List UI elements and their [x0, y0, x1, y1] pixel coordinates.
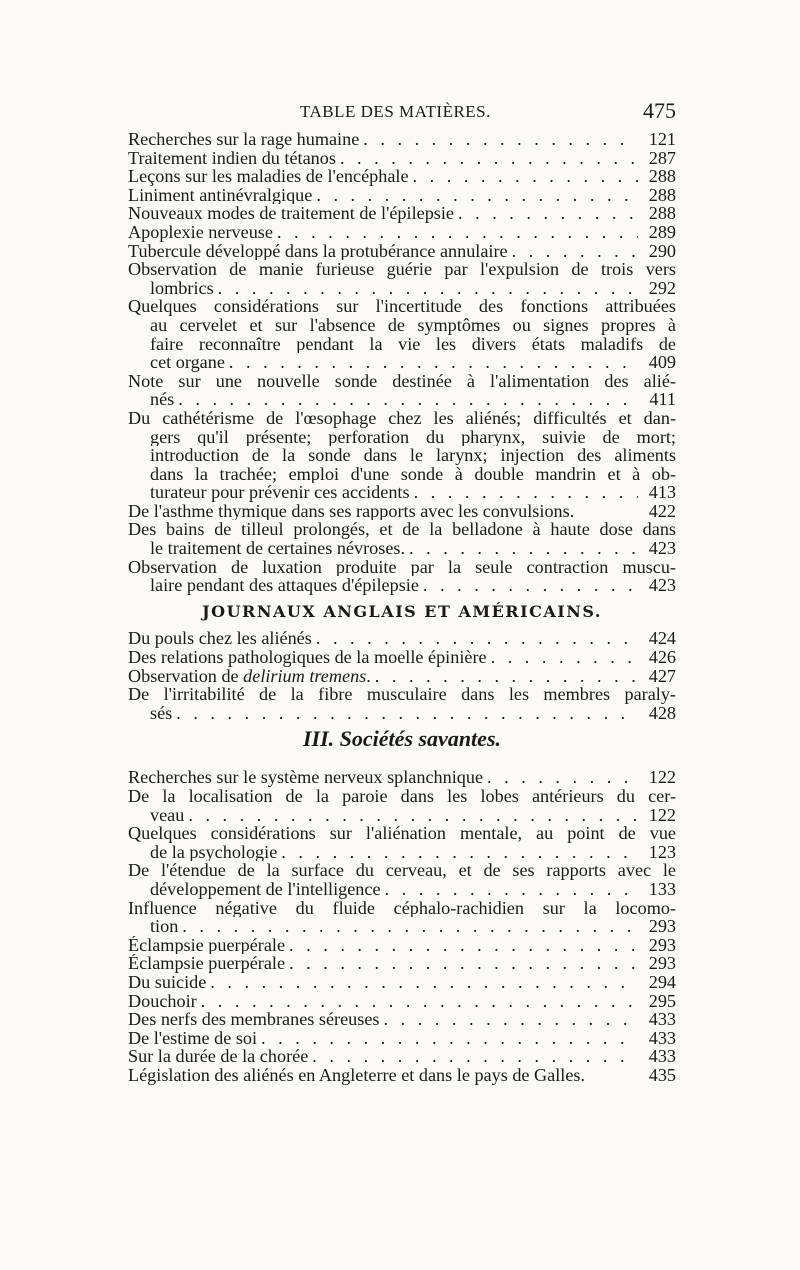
page-header	[128, 98, 676, 128]
toc-entry-line	[128, 502, 676, 521]
toc-page-number: 122	[648, 805, 676, 825]
toc-entry-text: Douchoir	[128, 991, 197, 1011]
toc-page-number: 411	[649, 390, 676, 409]
toc-entry-line	[128, 648, 676, 667]
toc-entry	[128, 1066, 676, 1085]
toc-entry-text: Du pouls chez les aliénés	[128, 629, 312, 649]
toc-entry-text: Traitement indien du tétanos	[128, 148, 336, 168]
toc-page-number: 423	[648, 539, 676, 558]
toc-entry-text: Note sur une nouvelle sonde destinée à l'alimentation des alié-	[128, 371, 676, 391]
dot-leader	[409, 539, 638, 558]
toc-entry-text: Des bains de tilleul prolongés, et de la belladone à haute dose dans	[128, 520, 676, 540]
toc-block-3	[128, 768, 676, 1084]
toc-entry-text: nés	[150, 390, 175, 409]
toc-page-number: 293	[648, 917, 676, 936]
toc-page-number: 427	[648, 666, 676, 686]
toc-entry-line	[128, 880, 676, 899]
toc-page-number: 428	[648, 703, 676, 723]
table-of-contents	[128, 130, 676, 1085]
toc-entry	[128, 954, 676, 973]
toc-entry-text: Observation de luxation produite par la seule contraction muscu-	[128, 557, 676, 577]
toc-page-number: 409	[648, 353, 676, 372]
toc-entry-line	[128, 539, 676, 558]
toc-entry-line	[128, 316, 676, 335]
toc-entry-text: De l'estime de soi	[128, 1028, 258, 1048]
toc-entry	[128, 685, 676, 722]
running-title: TABLE DES MATIÈRES.	[300, 102, 491, 121]
toc-entry-line	[128, 1010, 676, 1029]
toc-entry-line	[128, 167, 676, 186]
toc-entry	[128, 629, 676, 648]
toc-entry	[128, 242, 676, 261]
toc-entry-line	[128, 260, 676, 279]
toc-entry	[128, 149, 676, 168]
toc-entry-line	[128, 685, 676, 704]
toc-page-number: 288	[648, 185, 676, 205]
toc-page-number: 292	[648, 278, 676, 298]
toc-entry-line	[128, 335, 676, 354]
toc-page-number: 122	[648, 768, 676, 787]
toc-entry-text: de la psychologie	[150, 842, 278, 862]
toc-entry-line	[128, 629, 676, 648]
toc-entry-line	[128, 465, 676, 484]
toc-entry	[128, 1029, 676, 1048]
toc-entry-text: dans la trachée; emploi d'une sonde à double mandrin et à ob-	[150, 464, 676, 484]
toc-entry-text: introduction de la sonde dans le larynx; injection des aliments	[150, 446, 676, 465]
toc-entry-text: De l'irritabilité de la fibre musculaire dans les membres paraly-	[128, 685, 676, 704]
dot-leader	[423, 576, 638, 595]
toc-entry-line	[128, 1047, 676, 1066]
toc-entry	[128, 667, 676, 686]
toc-page-number: 423	[648, 576, 676, 595]
toc-entry-text: De l'étendue de la surface du cerveau, et de ses rapports avec le	[128, 861, 676, 880]
toc-entry-text: Observation de manie furieuse guérie par l'expulsion de trois vers	[128, 260, 676, 279]
dot-leader	[210, 973, 638, 992]
dot-leader	[201, 992, 638, 1011]
toc-page-number: 121	[648, 130, 676, 149]
toc-entry-line	[128, 483, 676, 502]
toc-entry-line	[128, 704, 676, 723]
toc-entry-line	[128, 824, 676, 843]
toc-entry	[128, 787, 676, 824]
toc-entry	[128, 768, 676, 787]
toc-entry-text: Quelques considérations sur l'aliénation mentale, au point de vue	[128, 824, 676, 843]
toc-entry	[128, 223, 676, 242]
toc-entry	[128, 167, 676, 186]
toc-entry-text: Du cathétérisme de l'œsophage chez les aliénés; difficultés et dan-	[128, 408, 676, 428]
dot-leader	[178, 390, 638, 409]
toc-entry-text: Nouveaux modes de traitement de l'épilepsie	[128, 204, 454, 223]
toc-block-2	[128, 629, 676, 722]
toc-page-number: 133	[648, 879, 676, 899]
toc-entry-text: Recherches sur le système nerveux splanchnique	[128, 768, 484, 787]
toc-entry-text: lombrics	[150, 278, 214, 298]
toc-entry-line	[128, 279, 676, 298]
toc-entry	[128, 502, 676, 521]
toc-entry	[128, 861, 676, 898]
toc-page-number: 288	[648, 167, 676, 186]
toc-entry-text: De la localisation de la paroie dans les lobes antérieurs du cer-	[128, 787, 676, 806]
toc-entry-line	[128, 353, 676, 372]
dot-leader	[413, 167, 638, 186]
toc-page-number: 123	[648, 842, 676, 862]
toc-entry-line	[128, 992, 676, 1011]
section-heading-journaux: JOURNAUX ANGLAIS ET AMÉRICAINS.	[202, 601, 602, 621]
dot-leader	[491, 648, 638, 667]
toc-entry-line	[128, 973, 676, 992]
toc-entry	[128, 558, 676, 595]
toc-page-number: 289	[648, 222, 676, 242]
toc-entry-text: Éclampsie puerpérale	[128, 935, 286, 955]
toc-entry-line	[128, 297, 676, 316]
toc-entry	[128, 297, 676, 371]
toc-page-number: 413	[648, 483, 676, 502]
dot-leader	[512, 242, 638, 261]
dot-leader	[363, 130, 638, 149]
toc-entry	[128, 973, 676, 992]
page-number: 475	[643, 98, 676, 123]
dot-leader	[261, 1029, 638, 1048]
toc-entry-line	[128, 130, 676, 149]
toc-entry-text: tion	[150, 917, 179, 936]
toc-entry	[128, 1010, 676, 1029]
toc-entry-text: Tubercule développé dans la protubérance annulaire	[128, 241, 508, 261]
dot-leader	[289, 954, 638, 973]
toc-entry-line	[128, 558, 676, 577]
toc-page-number: 424	[648, 629, 676, 649]
toc-entry-line	[128, 149, 676, 168]
toc-entry-line	[128, 186, 676, 205]
toc-entry-text: Du suicide	[128, 972, 207, 992]
toc-entry-text: sés	[150, 703, 173, 723]
toc-entry	[128, 372, 676, 409]
toc-page-number: 422	[648, 501, 676, 521]
toc-entry-text: veau	[150, 805, 185, 825]
dot-leader	[182, 917, 638, 936]
toc-entry	[128, 204, 676, 223]
toc-entry-line	[128, 223, 676, 242]
toc-entry	[128, 936, 676, 955]
toc-entry-text: le traitement de certaines névroses.	[150, 539, 406, 558]
toc-entry	[128, 260, 676, 297]
dot-leader	[414, 483, 638, 502]
dot-leader	[487, 768, 638, 787]
toc-entry-text: Quelques considérations sur l'incertitude des fonctions attribuées	[128, 297, 676, 316]
toc-entry	[128, 409, 676, 502]
toc-entry-line	[128, 843, 676, 862]
toc-page-number: 433	[648, 1028, 676, 1048]
toc-entry-text: Influence négative du fluide céphalo-rachidien sur la locomo-	[128, 898, 676, 918]
toc-entry	[128, 992, 676, 1011]
toc-entry-line	[128, 899, 676, 918]
toc-entry-line	[128, 428, 676, 447]
toc-entry-text: Observation de delirium tremens.	[128, 666, 371, 686]
toc-entry-line	[128, 204, 676, 223]
toc-entry-line	[128, 1029, 676, 1048]
toc-entry	[128, 648, 676, 667]
toc-entry-text: Liniment antinévralgique	[128, 185, 313, 205]
toc-entry-line	[128, 768, 676, 787]
dot-leader	[316, 629, 638, 648]
toc-page-number: 433	[648, 1047, 676, 1066]
toc-entry-text: Recherches sur la rage humaine	[128, 130, 360, 149]
toc-entry-text: Leçons sur les maladies de l'encéphale	[128, 167, 409, 186]
toc-page-number: 426	[648, 648, 676, 667]
toc-page-number: 293	[648, 935, 676, 955]
dot-leader	[458, 204, 638, 223]
toc-entry-text: turateur pour prévenir ces accidents	[150, 483, 410, 502]
dot-leader	[218, 279, 638, 298]
toc-entry-line	[128, 520, 676, 539]
toc-entry-line	[128, 446, 676, 465]
toc-entry-line	[128, 390, 676, 409]
dot-leader	[316, 186, 638, 205]
toc-entry	[128, 824, 676, 861]
toc-page-number: 295	[648, 991, 676, 1011]
toc-entry-line	[128, 242, 676, 261]
toc-page-number: 288	[648, 204, 676, 223]
toc-entry-line	[128, 372, 676, 391]
toc-entry-text: Apoplexie nerveuse	[128, 222, 273, 242]
toc-entry-line	[128, 1066, 676, 1085]
toc-block-1	[128, 130, 676, 595]
toc-entry-line	[128, 917, 676, 936]
toc-entry-text: développement de l'intelligence	[150, 879, 381, 899]
toc-entry-line	[128, 787, 676, 806]
dot-leader	[176, 704, 638, 723]
toc-entry-text: cet organe	[150, 353, 225, 372]
toc-entry-line	[128, 954, 676, 973]
toc-entry-line	[128, 861, 676, 880]
toc-page-number: 294	[648, 972, 676, 992]
dot-leader	[281, 843, 638, 862]
toc-page-number: 287	[648, 148, 676, 168]
dot-leader	[277, 223, 638, 242]
toc-entry-line	[128, 806, 676, 825]
dot-leader	[312, 1047, 638, 1066]
toc-entry	[128, 1047, 676, 1066]
toc-page-number: 433	[648, 1010, 676, 1029]
toc-entry	[128, 899, 676, 936]
dot-leader	[384, 1010, 638, 1029]
toc-entry	[128, 186, 676, 205]
toc-entry-line	[128, 936, 676, 955]
toc-entry	[128, 130, 676, 149]
toc-entry-text: faire reconnaître pendant la vie les divers états maladifs de	[150, 334, 676, 354]
toc-entry-text: Des nerfs des membranes séreuses	[128, 1010, 380, 1029]
dot-leader	[340, 149, 638, 168]
toc-entry-text: gers qu'il présente; perforation du pharynx, suivie de mort;	[150, 427, 676, 447]
dot-leader	[385, 880, 638, 899]
section-heading-societes: III. Sociétés savantes.	[303, 726, 501, 752]
toc-entry-text: Sur la durée de la chorée	[128, 1047, 309, 1066]
toc-entry-line	[128, 576, 676, 595]
toc-entry-line	[128, 667, 676, 686]
dot-leader	[375, 667, 638, 686]
toc-entry-text: laire pendant des attaques d'épilepsie	[150, 576, 419, 595]
toc-entry-text: Des relations pathologiques de la moelle épinière	[128, 648, 487, 667]
dot-leader	[188, 806, 638, 825]
toc-entry-text: Éclampsie puerpérale	[128, 954, 286, 973]
toc-page-number: 293	[648, 954, 676, 973]
toc-entry-text: De l'asthme thymique dans ses rapports avec les convulsions.	[128, 501, 575, 521]
toc-entry-text: Législation des aliénés en Angleterre et dans le pays de Galles.	[128, 1065, 586, 1085]
toc-page-number: 435	[648, 1065, 676, 1085]
toc-entry	[128, 520, 676, 557]
toc-entry-text: au cervelet et sur l'absence de symptômes ou signes propres à	[150, 315, 676, 335]
toc-page-number: 290	[648, 241, 676, 261]
dot-leader	[289, 936, 638, 955]
toc-entry-line	[128, 409, 676, 428]
dot-leader	[229, 353, 638, 372]
